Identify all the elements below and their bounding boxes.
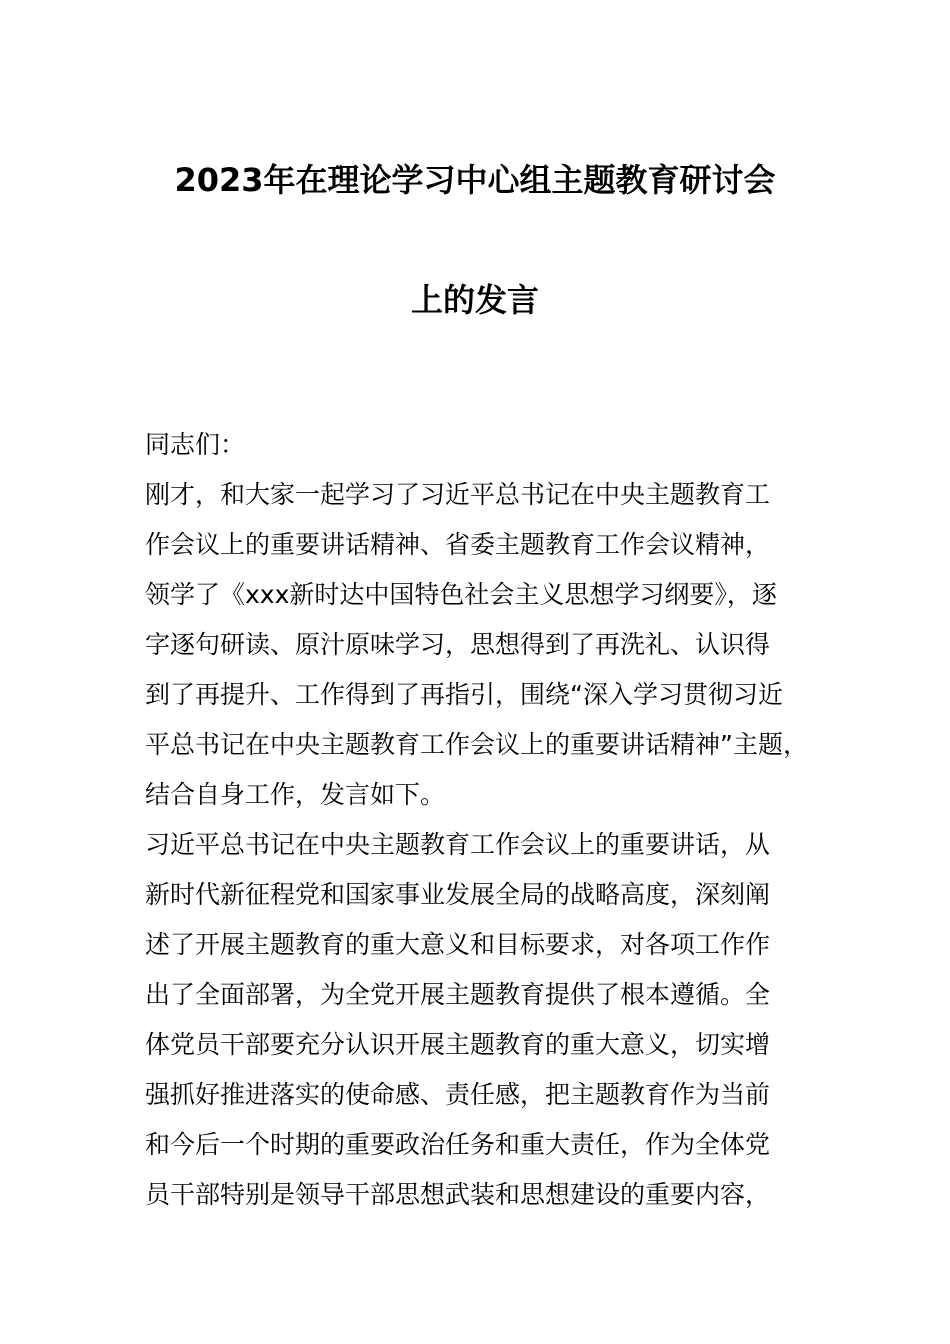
document-title-line-2: 上的发言 (410, 281, 539, 319)
body-line: 平总书记在中央主题教育工作会议上的重要讲话精神”主题， (145, 730, 808, 759)
body-line: 和今后一个时期的重要政治任务和重大责任，作为全体党 (145, 1130, 771, 1159)
body-line: 强抓好推进落实的使命感、责任感，把主题教育作为当前 (145, 1080, 771, 1109)
body-line: 述了开展主题教育的重大意义和目标要求，对各项工作作 (145, 930, 771, 959)
body-line: 到了再提升、工作得到了再指引，围绕“深入学习贯彻习近 (145, 680, 783, 709)
salutation: 同志们： (145, 430, 246, 459)
body-line: 体党员干部要充分认识开展主题教育的重大意义，切实增 (145, 1030, 771, 1059)
body-line: 领学了《xxx新时达中国特色社会主义思想学习纲要》，逐 (145, 580, 777, 609)
body-line: 员干部特别是领导干部思想武装和思想建设的重要内容， (145, 1180, 771, 1209)
body-line: 出了全面部署，为全党开展主题教育提供了根本遵循。全 (145, 980, 771, 1009)
body-line: 新时代新征程党和国家事业发展全局的战略高度，深刻阐 (145, 880, 771, 909)
body-line: 结合自身工作，发言如下。 (145, 780, 446, 809)
document-body (145, 420, 835, 1220)
document-title-line-1: 2023年在理论学习中心组主题教育研讨会 (174, 161, 776, 199)
body-line: 习近平总书记在中央主题教育工作会议上的重要讲话，从 (145, 830, 771, 859)
body-line: 刚才，和大家一起学习了习近平总书记在中央主题教育工 (145, 480, 771, 509)
body-line: 字逐句研读、原汁原味学习，思想得到了再洗礼、认识得 (145, 630, 771, 659)
body-line: 作会议上的重要讲话精神、省委主题教育工作会议精神， (145, 530, 771, 559)
